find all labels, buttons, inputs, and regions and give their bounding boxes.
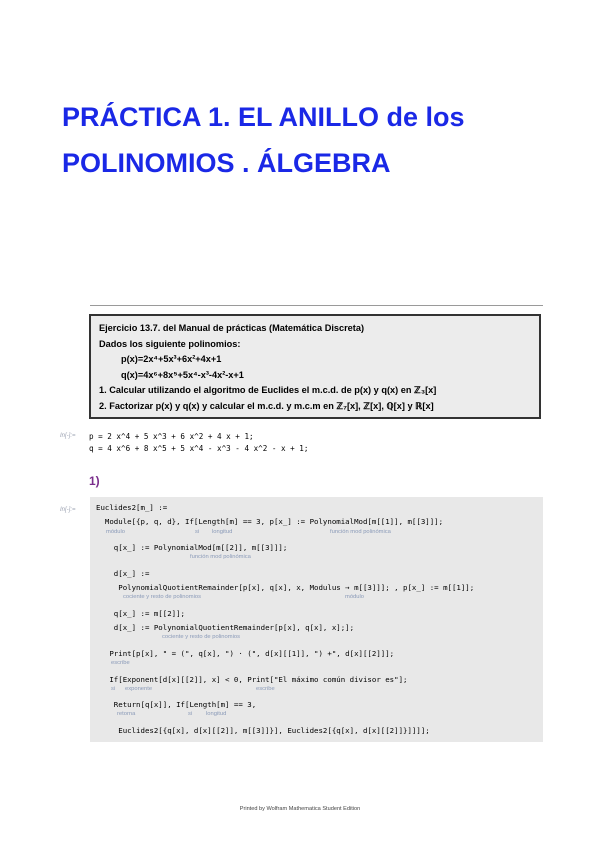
hint-escribe: escribe xyxy=(256,686,275,692)
section-heading: 1) xyxy=(89,474,100,488)
code-line: q[x_] := PolynomialMod[m[[2]], m[[3]]]; xyxy=(96,543,288,552)
exercise-intro: Dados los siguiente polinomios: xyxy=(99,338,241,349)
input-label-1: In[-]:= xyxy=(60,433,76,439)
code-line: d[x_] := xyxy=(96,569,150,578)
input-cell-1[interactable] xyxy=(89,431,308,455)
hint-retorna: retorna xyxy=(117,711,136,717)
code-line: d[x_] := PolynomialQuotientRemainder[p[x], q[x], x];]; xyxy=(96,623,355,632)
code-line: Euclides2[{q[x], d[x][[2]], m[[3]]}], Euclides2[{q[x], d[x][[2]]}]]]]; xyxy=(96,726,430,735)
hint-si: si xyxy=(188,711,193,717)
code-line: Print[p[x], " = (", q[x], ") · (", d[x][[1]], ") +", d[x][[2]]]; xyxy=(96,649,395,658)
hint-longitud: longitud xyxy=(206,711,227,717)
input-cell-2[interactable] xyxy=(90,497,543,742)
exercise-task-2: 2. Factorizar p(x) y q(x) y calcular el m.c.d. y m.c.m en ℤ₇[x], ℤ[x], ℚ[x] y ℝ[x] xyxy=(99,400,434,411)
hint-cociente: cociente y resto de polinomios xyxy=(162,634,240,640)
hint-si: si xyxy=(195,529,200,535)
polynomial-p: p(x)=2x⁴+5x³+6x²+4x+1 xyxy=(121,354,222,364)
exercise-task-1: 1. Calcular utilizando el algoritmo de Euclides el m.c.d. de p(x) y q(x) en ℤ₃[x] xyxy=(99,385,437,395)
divider xyxy=(90,305,543,306)
code-line: If[Exponent[d[x][[2]], x] < 0, Print["El máximo común divisor es"]; xyxy=(96,675,408,684)
code-line: PolynomialQuotientRemainder[p[x], q[x], x, Modulus → m[[3]]]; , p[x_] := m[[1]]; xyxy=(96,583,475,592)
input-label-2: In[-]:= xyxy=(60,507,76,513)
hint-escribe: escribe xyxy=(111,660,130,666)
hint-si: si xyxy=(111,686,116,692)
code-line: Module[{p, q, d}, If[Length[m] == 3, p[x_] := PolynomialMod[m[[1]], m[[3]]]; xyxy=(96,517,444,526)
polynomial-q: q(x)=4x⁶+8x⁵+5x⁴-x³-4x²-x+1 xyxy=(121,369,244,380)
title-line-1: PRÁCTICA 1. EL ANILLO de los xyxy=(62,102,465,132)
page-title xyxy=(62,94,562,186)
hint-modulo: módulo xyxy=(106,529,126,535)
hint-exponente: exponente xyxy=(125,686,153,692)
code-line: q = 4 x^6 + 8 x^5 + 5 x^4 - x^3 - 4 x^2 - x + 1; xyxy=(89,444,309,453)
code-line: p = 2 x^4 + 5 x^3 + 6 x^2 + 4 x + 1; xyxy=(89,432,254,441)
code-line: Return[q[x]], If[Length[m] == 3, xyxy=(96,700,257,709)
hint-fmod: función mod polinómica xyxy=(190,554,251,560)
title-line-2: POLINOMIOS . ÁLGEBRA xyxy=(62,148,391,178)
exercise-box xyxy=(89,314,541,419)
code-line: Euclides2[m_] := xyxy=(96,503,168,512)
page-footer: Printed by Wolfram Mathematica Student Edition xyxy=(239,806,361,812)
code-line: q[x_] := m[[2]]; xyxy=(96,609,185,618)
hint-longitud: longitud xyxy=(212,529,233,535)
hint-cociente: cociente y resto de polinomios xyxy=(123,594,201,600)
hint-fmod: función mod polinómica xyxy=(330,529,391,535)
exercise-heading: Ejercicio 13.7. del Manual de prácticas (Matemática Discreta) xyxy=(99,323,365,333)
hint-modulo: módulo xyxy=(345,594,365,600)
